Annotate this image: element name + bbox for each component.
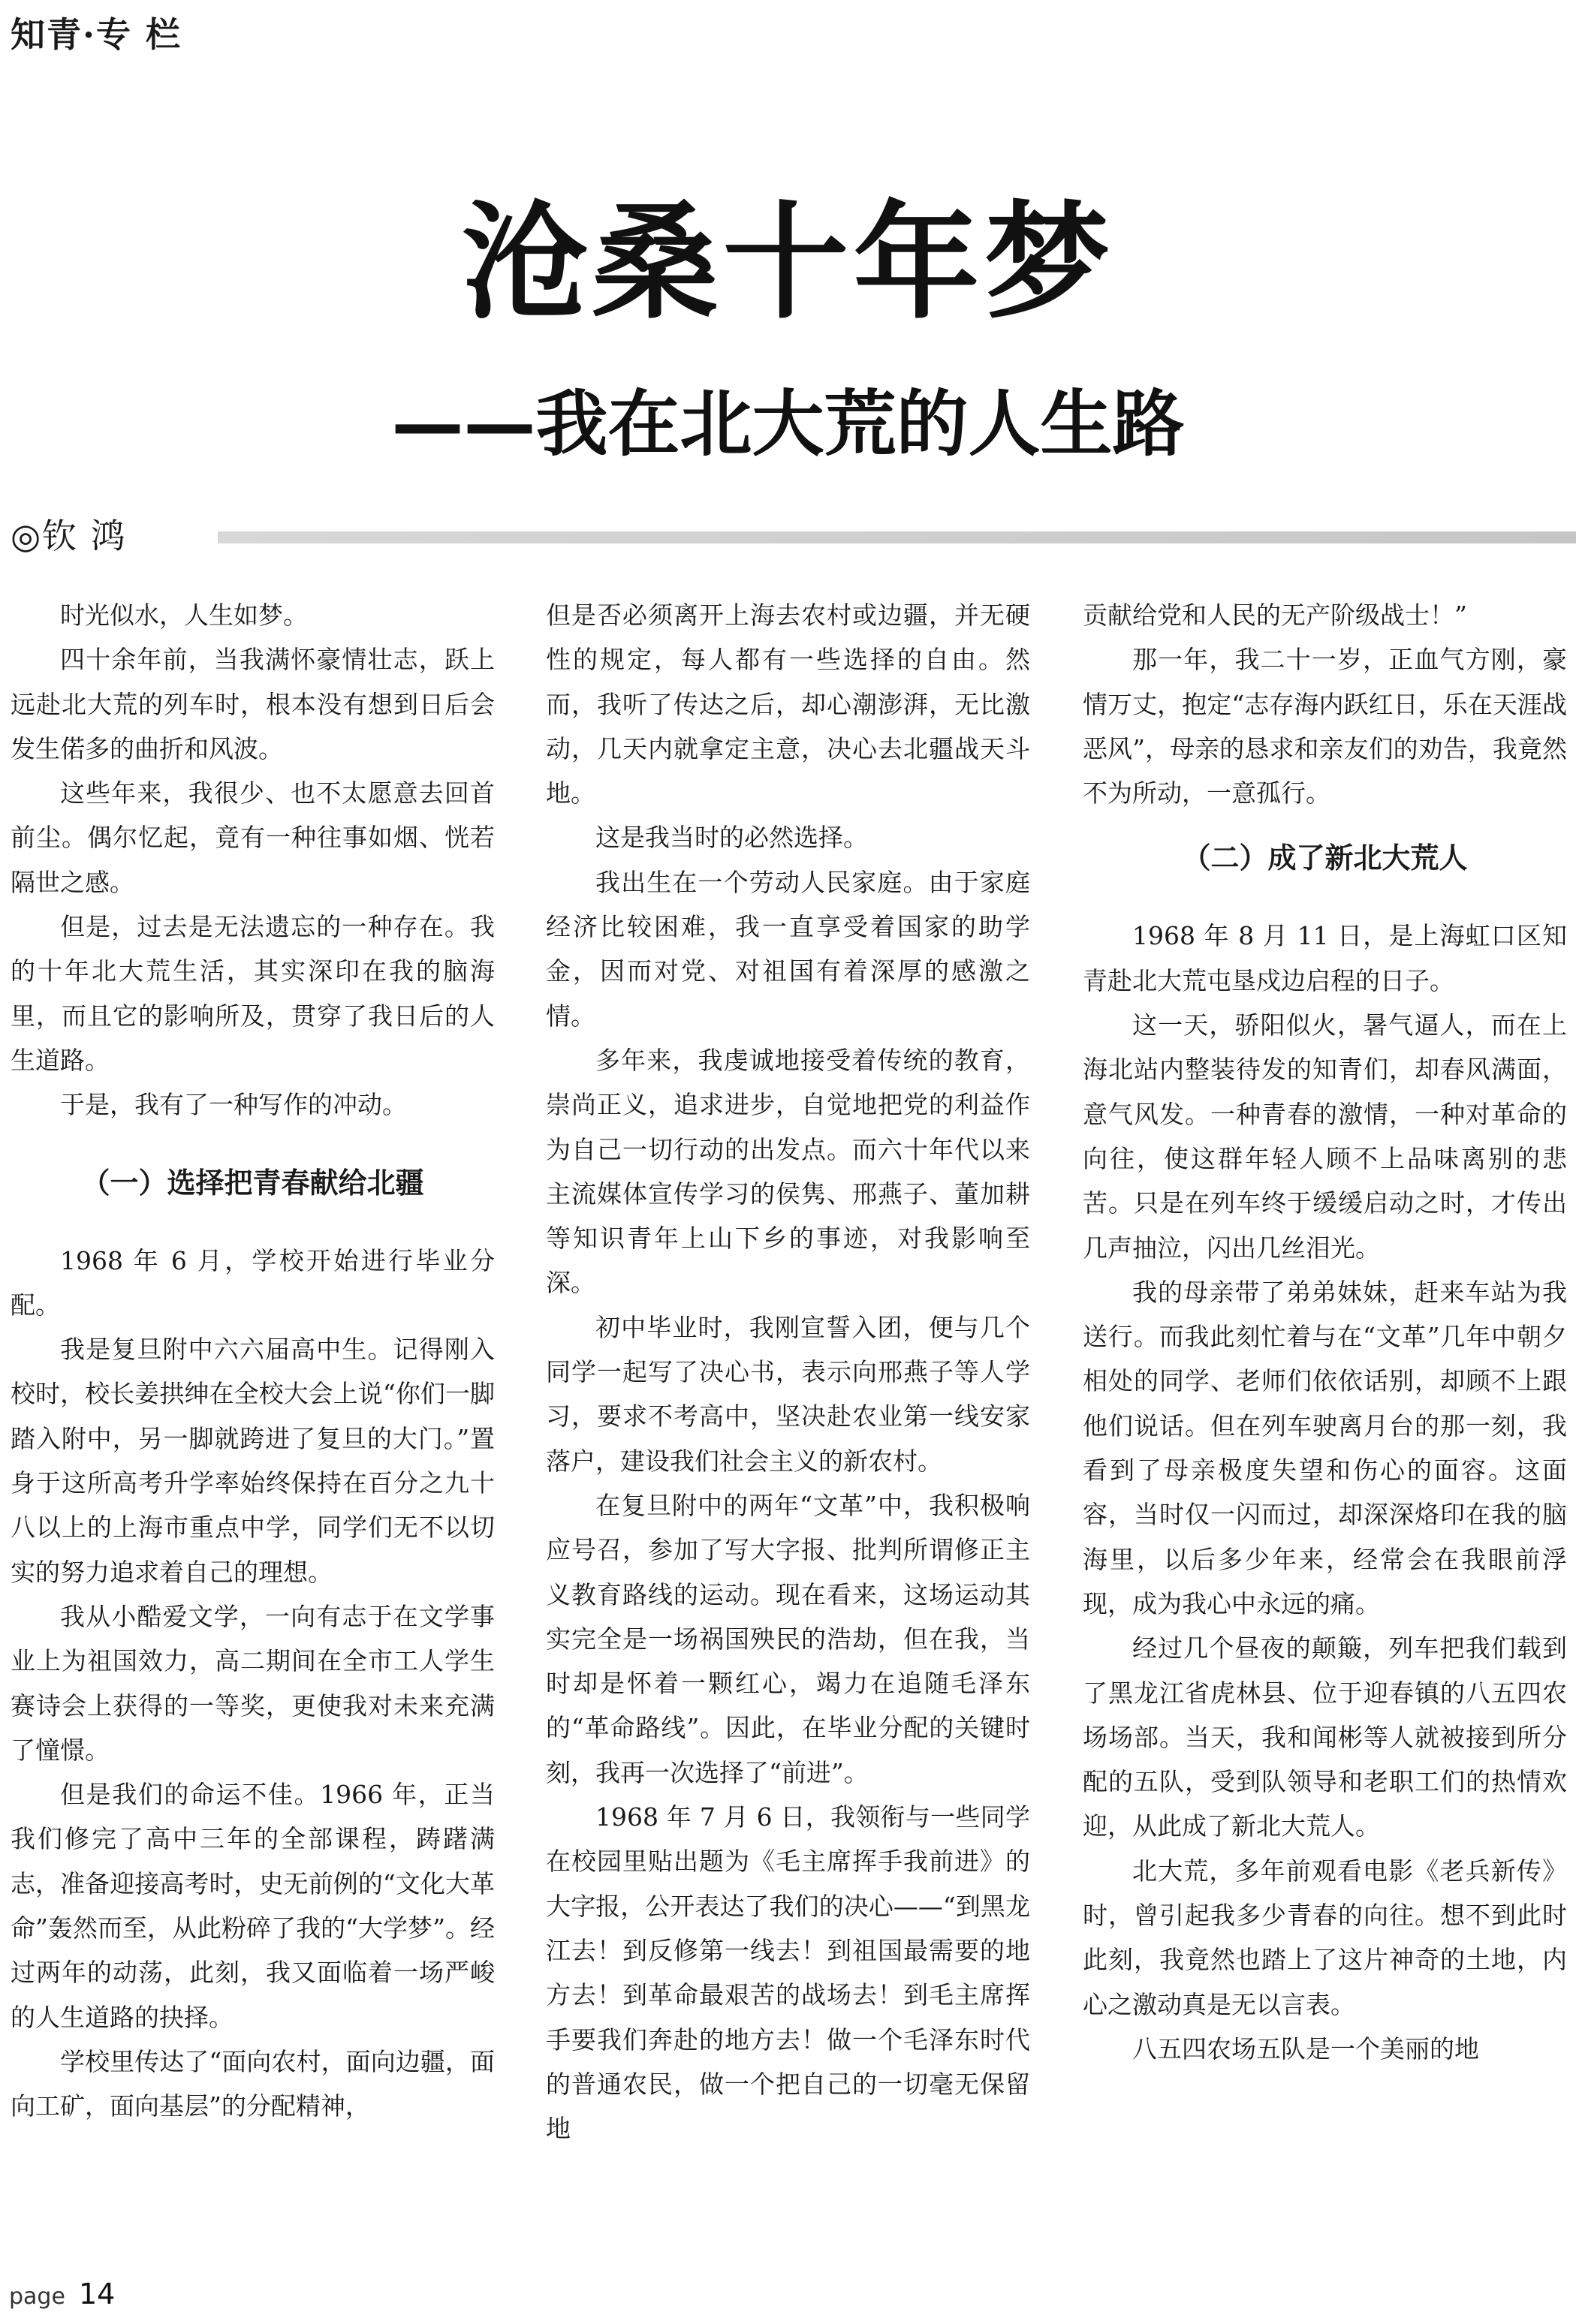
page-label: page <box>9 2283 65 2310</box>
section-heading-2: （二）成了新北大荒人 <box>1182 841 1468 875</box>
paragraph: 我从小酷爱文学，一向有志于在文学事业上为祖国效力，高二期间在全市工人学生赛诗会上获得的一等奖，更使我对未来充满了憧憬。 <box>11 1601 495 1765</box>
paragraph: 贡献给党和人民的无产阶级战士！” <box>1083 601 1467 630</box>
paragraph: 四十余年前，当我满怀豪情壮志，跃上远赴北大荒的列车时，根本没有想到日后会发生偌多的曲折和风波。 <box>11 645 495 763</box>
paragraph: 但是，过去是无法遗忘的一种存在。我的十年北大荒生活，其实深印在我的脑海里，而且它的影响所及，贯穿了我日后的人生道路。 <box>11 912 495 1075</box>
paragraph: 但是我们的命运不佳。1966 年，正当我们修完了高中三年的全部课程，踌躇满志，准备迎接高考时，史无前例的“文化大革命”轰然而至，从此粉碎了我的“大学梦”。经过两年的动荡，此刻，我又面临着一场严峻的人生道路的抉择。 <box>11 1780 495 2032</box>
text-column-2 <box>546 593 1030 2151</box>
article-title: 沧桑十年梦 <box>461 189 1115 336</box>
paragraph: 多年来，我虔诚地接受着传统的教育，崇尚正义，追求进步，自觉地把党的利益作为自己一切行动的出发点。而六十年代以来主流媒体宣传学习的侯隽、邢燕子、董加耕等知识青年上山下乡的事迹，对我影响至深。 <box>546 1045 1030 1298</box>
paragraph: 我是复旦附中六六届高中生。记得刚入校时，校长姜拱绅在全校大会上说“你们一脚踏入附中，另一脚就跨进了复旦的大门。”置身于这所高考升学率始终保持在百分之九十八以上的上海市重点中学，同学们无不以切实的努力追求着自己的理想。 <box>11 1335 495 1587</box>
author-byline: ◎钦 鸿 <box>11 516 127 556</box>
paragraph: 我的母亲带了弟弟妹妹，赶来车站为我送行。而我此刻忙着与在“文革”几年中朝夕相处的同学、老师们依依话别，却顾不上跟他们说话。但在列车驶离月台的那一刻，我看到了母亲极度失望和伤心的面容。这面容，当时仅一闪而过，却深深烙印在我的脑海里，以后多少年来，经常会在我眼前浮现，成为我心中永远的痛。 <box>1083 1277 1567 1618</box>
paragraph: 那一年，我二十一岁，正血气方刚，豪情万丈，抱定“志存海内跃红日，乐在天涯战恶风”，母亲的恳求和亲友们的劝告，我竟然不为所动，一意孤行。 <box>1083 645 1567 808</box>
paragraph: 但是否必须离开上海去农村或边疆，并无硬性的规定，每人都有一些选择的自由。然而，我听了传达之后，却心潮澎湃，无比激动，几天内就拿定主意，决心去北疆战天斗地。 <box>546 601 1030 808</box>
section-heading-1: （一）选择把青春献给北疆 <box>81 1166 424 1200</box>
paragraph: 这一天，骄阳似火，暑气逼人，而在上海北站内整装待发的知青们，却春风满面，意气风发。一种青春的激情，一种对革命的向往，使这群年轻人顾不上品味离别的悲苦。只是在列车终于缓缓启动之时，才传出几声抽泣，闪出几丝泪光。 <box>1083 1010 1567 1263</box>
paragraph: 时光似水，人生如梦。 <box>60 601 308 630</box>
column-tag: 知青·专 栏 <box>11 14 182 55</box>
paragraph: 经过几个昼夜的颠簸，列车把我们载到了黑龙江省虎林县、位于迎春镇的八五四农场场部。当天，我和闻彬等人就被接到所分配的五队，受到队领导和老职工们的热情欢迎，从此成了新北大荒人。 <box>1083 1633 1567 1841</box>
author-divider <box>218 531 1576 543</box>
page-number: 14 <box>78 2277 116 2310</box>
paragraph: 我出生在一个劳动人民家庭。由于家庭经济比较困难，我一直享受着国家的助学金，因而对党、对祖国有着深厚的感激之情。 <box>546 867 1030 1031</box>
text-column-3 <box>1083 593 1567 2071</box>
paragraph: 于是，我有了一种写作的冲动。 <box>60 1090 407 1120</box>
paragraph: 初中毕业时，我刚宣誓入团，便与几个同学一起写了决心书，表示向邢燕子等人学习，要求不考高中，坚决赴农业第一线安家落户，建设我们社会主义的新农村。 <box>546 1312 1030 1476</box>
paragraph: 在复旦附中的两年“文革”中，我积极响应号召，参加了写大字报、批判所谓修正主义教育路线的运动。现在看来，这场运动其实完全是一场祸国殃民的浩劫，但在我，当时却是怀着一颗红心，竭力在追随毛泽东的“革命路线”。因此，在毕业分配的关键时刻，我再一次选择了“前进”。 <box>546 1490 1030 1787</box>
paragraph: 这是我当时的必然选择。 <box>595 823 868 853</box>
paragraph: 北大荒，多年前观看电影《老兵新传》时，曾引起我多少青春的向往。想不到此时此刻，我竟然也踏上了这片神奇的土地，内心之激动真是无以言表。 <box>1083 1856 1567 2019</box>
article-subtitle: ——我在北大荒的人生路 <box>391 382 1185 466</box>
paragraph: 这些年来，我很少、也不太愿意去回首前尘。偶尔忆起，竟有一种往事如烟、恍若隔世之感。 <box>11 778 495 897</box>
paragraph: 1968 年 7 月 6 日，我领衔与一些同学在校园里贴出题为《毛主席挥手我前进》的大字报，公开表达了我们的决心——“到黑龙江去！到反修第一线去！到祖国最需要的地方去！到革命最艰苦的战场去！到毛主席挥手要我们奔赴的地方去！做一个毛泽东时代的普通农民，做一个把自己的一切毫无保留地 <box>546 1802 1030 2144</box>
page-footer <box>9 2277 115 2310</box>
paragraph: 1968 年 6 月，学校开始进行毕业分配。 <box>11 1245 495 1320</box>
text-column-1 <box>11 593 495 2129</box>
paragraph: 八五四农场五队是一个美丽的地 <box>1132 2034 1479 2064</box>
paragraph: 1968 年 8 月 11 日，是上海虹口区知青赴北大荒屯垦戍边启程的日子。 <box>1083 921 1567 995</box>
paragraph: 学校里传达了“面向农村，面向边疆，面向工矿，面向基层”的分配精神， <box>11 2046 495 2121</box>
